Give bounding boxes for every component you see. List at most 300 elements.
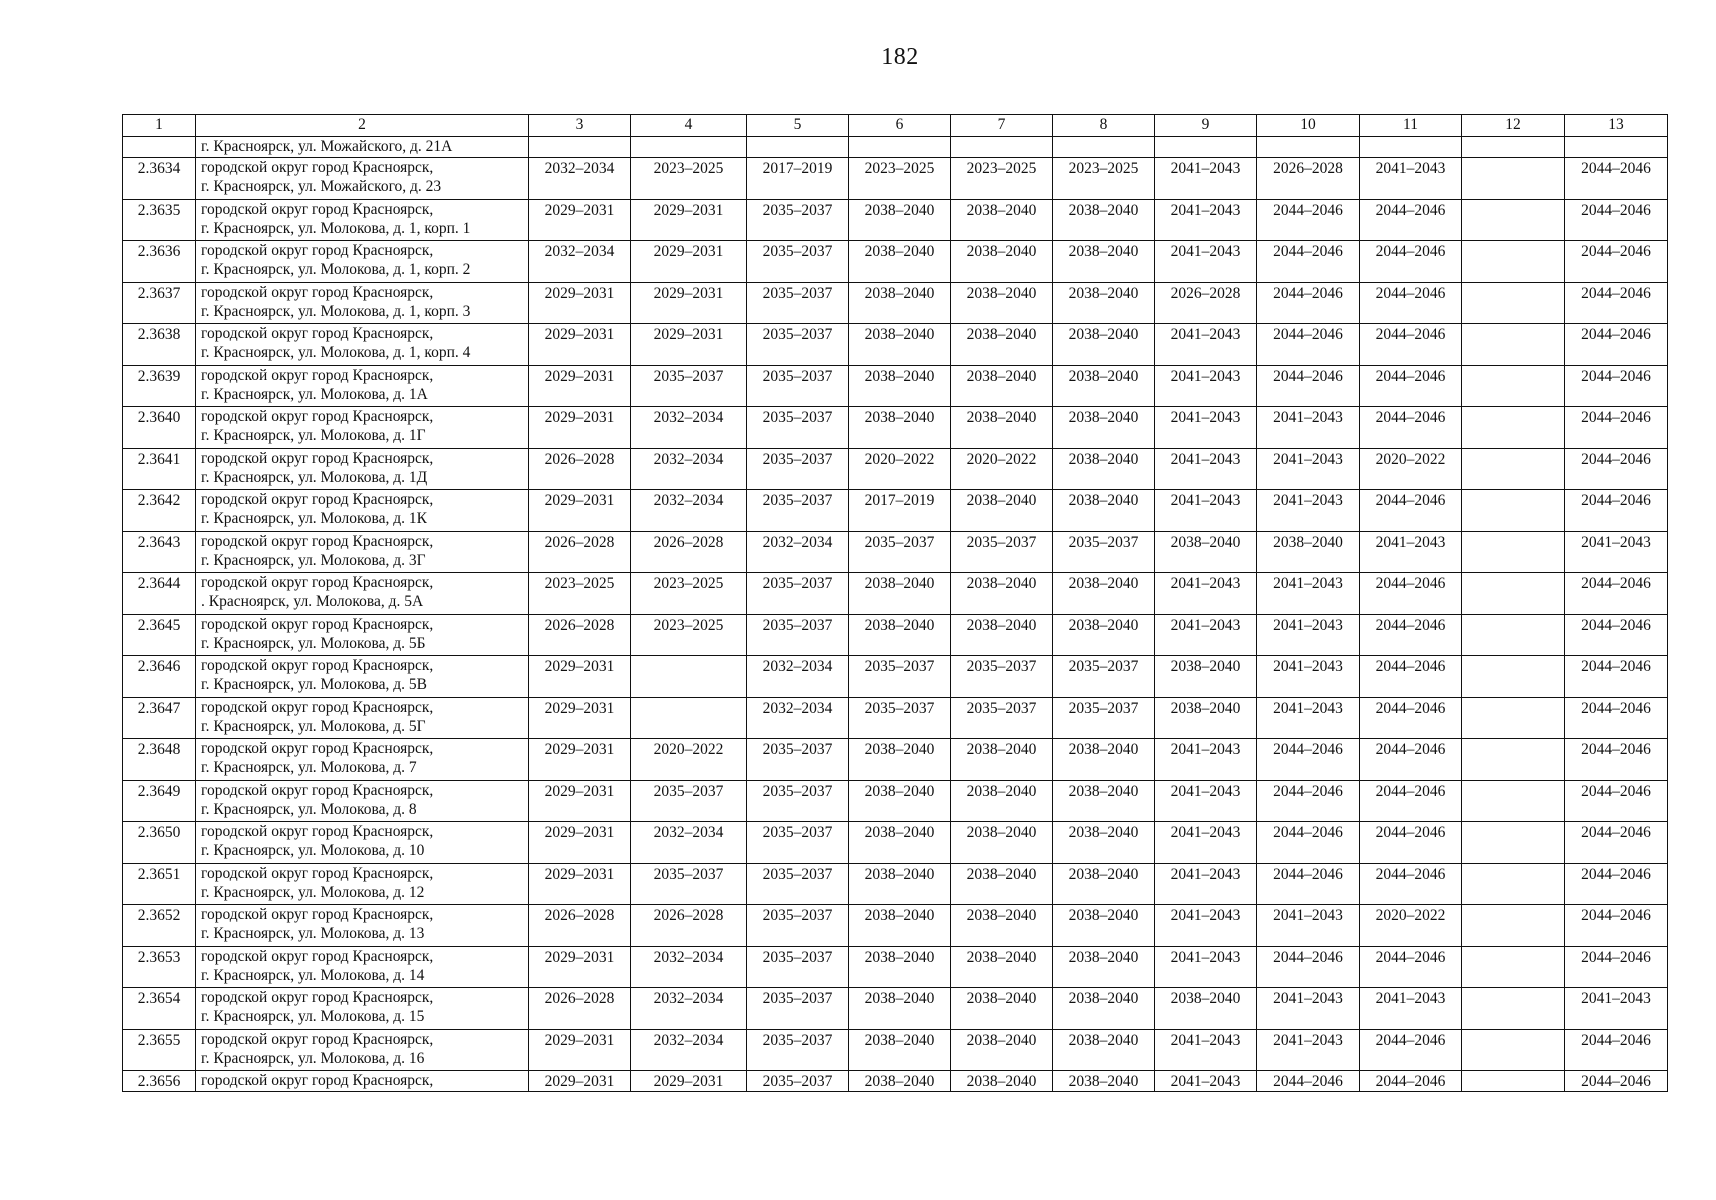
period-cell: 2029–2031 xyxy=(631,1071,747,1092)
period-cell: 2029–2031 xyxy=(529,282,631,324)
period-cell: 2029–2031 xyxy=(529,1071,631,1092)
period-cell: 2044–2046 xyxy=(1360,407,1462,449)
period-cell: 2041–2043 xyxy=(1155,573,1257,615)
period-cell: 2038–2040 xyxy=(951,739,1053,781)
period-cell: 2044–2046 xyxy=(1565,946,1668,988)
period-cell xyxy=(1462,780,1565,822)
period-cell: 2032–2034 xyxy=(631,946,747,988)
period-cell: 2020–2022 xyxy=(951,448,1053,490)
period-cell: 2044–2046 xyxy=(1360,863,1462,905)
row-number: 2.3639 xyxy=(123,365,196,407)
period-cell: 2041–2043 xyxy=(1155,822,1257,864)
period-cell: 2044–2046 xyxy=(1360,614,1462,656)
address-cell xyxy=(196,780,529,822)
table-row xyxy=(123,1071,1668,1092)
address-line-district: городской округ город Красноярск, xyxy=(201,159,434,176)
period-cell: 2038–2040 xyxy=(849,739,951,781)
period-cell: 2038–2040 xyxy=(951,365,1053,407)
address-cell xyxy=(196,656,529,698)
period-cell: 2029–2031 xyxy=(529,697,631,739)
row-number: 2.3648 xyxy=(123,739,196,781)
schedule-table xyxy=(122,114,1668,1092)
period-cell xyxy=(1462,905,1565,947)
row-number: 2.3644 xyxy=(123,573,196,615)
period-cell: 2038–2040 xyxy=(1053,1071,1155,1092)
period-cell: 2044–2046 xyxy=(1565,697,1668,739)
period-cell: 2035–2037 xyxy=(1053,697,1155,739)
period-cell xyxy=(1462,822,1565,864)
period-cell: 2035–2037 xyxy=(1053,531,1155,573)
address-line-district: городской округ город Красноярск, xyxy=(201,532,434,550)
period-cell: 2038–2040 xyxy=(1053,199,1155,241)
row-number: 2.3653 xyxy=(123,946,196,988)
period-cell: 2044–2046 xyxy=(1257,739,1360,781)
period-cell: 2041–2043 xyxy=(1257,407,1360,449)
period-cell: 2041–2043 xyxy=(1565,988,1668,1030)
period-cell xyxy=(1462,407,1565,449)
period-cell: 2023–2025 xyxy=(529,573,631,615)
address-line-district: городской округ город Красноярск, xyxy=(201,989,434,1006)
period-cell: 2044–2046 xyxy=(1565,490,1668,532)
address-line-street: г. Красноярск, ул. Молокова, д. 1, корп. 4 xyxy=(201,344,471,361)
period-cell: 2029–2031 xyxy=(631,199,747,241)
period-cell: 2044–2046 xyxy=(1360,1029,1462,1071)
period-cell: 2041–2043 xyxy=(1155,863,1257,905)
address-line-district: городской округ город Красноярск, xyxy=(201,366,434,384)
period-cell: 2038–2040 xyxy=(849,988,951,1030)
period-cell: 2038–2040 xyxy=(849,282,951,324)
period-cell: 2038–2040 xyxy=(1053,946,1155,988)
period-cell: 2038–2040 xyxy=(1053,448,1155,490)
period-cell: 2035–2037 xyxy=(747,988,849,1030)
period-cell: 2044–2046 xyxy=(1360,573,1462,615)
address-line-street: г. Красноярск, ул. Молокова, д. 1А xyxy=(201,385,428,403)
address-cell xyxy=(196,324,529,366)
row-number: 2.3646 xyxy=(123,656,196,698)
period-cell: 2044–2046 xyxy=(1360,282,1462,324)
period-cell: 2038–2040 xyxy=(1053,780,1155,822)
period-cell: 2035–2037 xyxy=(849,656,951,698)
period-cell: 2041–2043 xyxy=(1155,1029,1257,1071)
period-cell: 2038–2040 xyxy=(849,199,951,241)
period-cell: 2026–2028 xyxy=(1257,158,1360,200)
period-cell: 2026–2028 xyxy=(1155,282,1257,324)
period-cell xyxy=(1462,656,1565,698)
period-cell: 2044–2046 xyxy=(1257,780,1360,822)
value-cell xyxy=(1257,137,1360,158)
address-cell xyxy=(196,490,529,532)
period-cell: 2029–2031 xyxy=(529,1029,631,1071)
period-cell: 2041–2043 xyxy=(1360,531,1462,573)
period-cell: 2041–2043 xyxy=(1565,531,1668,573)
period-cell: 2029–2031 xyxy=(529,946,631,988)
address-cell xyxy=(196,697,529,739)
period-cell: 2038–2040 xyxy=(1053,573,1155,615)
period-cell: 2044–2046 xyxy=(1565,365,1668,407)
period-cell xyxy=(1462,946,1565,988)
table-row xyxy=(123,988,1668,1030)
period-cell: 2044–2046 xyxy=(1360,656,1462,698)
address-line-district: городской округ город Красноярск, xyxy=(201,864,434,882)
address-line-district: городской округ город Красноярск, xyxy=(201,242,434,259)
period-cell: 2023–2025 xyxy=(631,158,747,200)
period-cell: 2041–2043 xyxy=(1155,448,1257,490)
period-cell: 2026–2028 xyxy=(529,448,631,490)
period-cell: 2044–2046 xyxy=(1565,199,1668,241)
address-cell xyxy=(196,614,529,656)
period-cell: 2038–2040 xyxy=(951,822,1053,864)
address-line-street: . Красноярск, ул. Молокова, д. 5А xyxy=(201,593,424,610)
period-cell: 2038–2040 xyxy=(849,905,951,947)
period-cell: 2032–2034 xyxy=(631,490,747,532)
address-cell xyxy=(196,282,529,324)
table-row xyxy=(123,780,1668,822)
row-number: 2.3654 xyxy=(123,988,196,1030)
value-cell xyxy=(951,137,1053,158)
period-cell: 2038–2040 xyxy=(849,1029,951,1071)
period-cell: 2044–2046 xyxy=(1565,1071,1668,1092)
value-cell xyxy=(1565,137,1668,158)
period-cell: 2041–2043 xyxy=(1155,905,1257,947)
period-cell: 2041–2043 xyxy=(1360,158,1462,200)
period-cell: 2032–2034 xyxy=(529,158,631,200)
period-cell: 2038–2040 xyxy=(1053,905,1155,947)
address-line-district: городской округ город Красноярск, xyxy=(201,408,434,425)
period-cell: 2038–2040 xyxy=(849,946,951,988)
row-number: 2.3649 xyxy=(123,780,196,822)
table-row xyxy=(123,282,1668,324)
address-line-district: городской округ город Красноярск, xyxy=(201,449,434,467)
row-number: 2.3643 xyxy=(123,531,196,573)
period-cell: 2038–2040 xyxy=(849,614,951,656)
row-number: 2.3647 xyxy=(123,697,196,739)
period-cell: 2041–2043 xyxy=(1257,656,1360,698)
period-cell xyxy=(631,697,747,739)
address-line-district: городской округ город Красноярск, xyxy=(201,657,434,674)
address-cell xyxy=(196,988,529,1030)
row-number: 2.3650 xyxy=(123,822,196,864)
address-line-district: городской округ город Красноярск, xyxy=(201,325,434,342)
period-cell: 2044–2046 xyxy=(1257,822,1360,864)
period-cell: 2038–2040 xyxy=(951,863,1053,905)
address-cell xyxy=(196,739,529,781)
value-cell xyxy=(529,137,631,158)
period-cell: 2035–2037 xyxy=(631,780,747,822)
period-cell: 2044–2046 xyxy=(1565,573,1668,615)
period-cell: 2035–2037 xyxy=(747,573,849,615)
column-header-10: 10 xyxy=(1257,115,1360,137)
value-cell xyxy=(849,137,951,158)
period-cell: 2023–2025 xyxy=(951,158,1053,200)
period-cell: 2044–2046 xyxy=(1257,241,1360,283)
value-cell xyxy=(1053,137,1155,158)
period-cell: 2029–2031 xyxy=(529,407,631,449)
table-row xyxy=(123,137,1668,158)
value-cell xyxy=(1360,137,1462,158)
address-cell xyxy=(196,365,529,407)
period-cell: 2038–2040 xyxy=(1053,324,1155,366)
period-cell xyxy=(1462,739,1565,781)
period-cell: 2038–2040 xyxy=(849,241,951,283)
period-cell: 2038–2040 xyxy=(951,780,1053,822)
period-cell: 2041–2043 xyxy=(1155,780,1257,822)
column-header-7: 7 xyxy=(951,115,1053,137)
period-cell: 2017–2019 xyxy=(747,158,849,200)
row-number: 2.3655 xyxy=(123,1029,196,1071)
period-cell: 2035–2037 xyxy=(951,531,1053,573)
period-cell: 2041–2043 xyxy=(1257,448,1360,490)
period-cell: 2032–2034 xyxy=(747,656,849,698)
period-cell: 2035–2037 xyxy=(849,531,951,573)
address-line-street: г. Красноярск, ул. Молокова, д. 16 xyxy=(201,1049,425,1067)
row-number: 2.3652 xyxy=(123,905,196,947)
period-cell: 2044–2046 xyxy=(1565,1029,1668,1071)
period-cell: 2029–2031 xyxy=(529,365,631,407)
address-cell xyxy=(196,158,529,200)
period-cell: 2038–2040 xyxy=(951,241,1053,283)
address-cell xyxy=(196,573,529,615)
table-row xyxy=(123,905,1668,947)
period-cell: 2020–2022 xyxy=(631,739,747,781)
table-row xyxy=(123,158,1668,200)
period-cell: 2044–2046 xyxy=(1360,490,1462,532)
period-cell: 2038–2040 xyxy=(951,905,1053,947)
period-cell: 2023–2025 xyxy=(631,573,747,615)
row-number: 2.3645 xyxy=(123,614,196,656)
period-cell: 2044–2046 xyxy=(1257,863,1360,905)
address-line-street: г. Красноярск, ул. Молокова, д. 1Г xyxy=(201,427,426,444)
period-cell: 2038–2040 xyxy=(1053,407,1155,449)
address-line-street: г. Красноярск, ул. Молокова, д. 8 xyxy=(201,800,417,818)
address-cell xyxy=(196,531,529,573)
table-row xyxy=(123,199,1668,241)
period-cell: 2035–2037 xyxy=(747,241,849,283)
period-cell: 2041–2043 xyxy=(1257,490,1360,532)
period-cell: 2038–2040 xyxy=(849,822,951,864)
period-cell: 2041–2043 xyxy=(1257,614,1360,656)
period-cell: 2038–2040 xyxy=(1155,988,1257,1030)
period-cell: 2032–2034 xyxy=(631,1029,747,1071)
period-cell: 2044–2046 xyxy=(1257,199,1360,241)
period-cell: 2044–2046 xyxy=(1257,324,1360,366)
period-cell xyxy=(1462,324,1565,366)
period-cell: 2023–2025 xyxy=(631,614,747,656)
period-cell: 2044–2046 xyxy=(1360,697,1462,739)
column-header-1: 1 xyxy=(123,115,196,137)
table-row xyxy=(123,490,1668,532)
period-cell: 2035–2037 xyxy=(747,282,849,324)
period-cell: 2041–2043 xyxy=(1155,946,1257,988)
period-cell xyxy=(1462,697,1565,739)
period-cell: 2035–2037 xyxy=(747,863,849,905)
address-line-district: городской округ город Красноярск, xyxy=(201,698,434,716)
period-cell: 2038–2040 xyxy=(849,1071,951,1092)
row-number: 2.3640 xyxy=(123,407,196,449)
value-cell xyxy=(631,137,747,158)
column-header-9: 9 xyxy=(1155,115,1257,137)
period-cell: 2020–2022 xyxy=(1360,905,1462,947)
period-cell: 2038–2040 xyxy=(849,780,951,822)
period-cell: 2035–2037 xyxy=(747,448,849,490)
table-row xyxy=(123,946,1668,988)
period-cell: 2044–2046 xyxy=(1565,407,1668,449)
period-cell: 2038–2040 xyxy=(951,614,1053,656)
address-cell: г. Красноярск, ул. Можайского, д. 21А xyxy=(196,137,529,158)
address-cell xyxy=(196,448,529,490)
period-cell: 2038–2040 xyxy=(1053,614,1155,656)
period-cell: 2029–2031 xyxy=(529,656,631,698)
period-cell: 2041–2043 xyxy=(1155,739,1257,781)
period-cell: 2038–2040 xyxy=(849,573,951,615)
period-cell xyxy=(1462,365,1565,407)
address-cell xyxy=(196,946,529,988)
table-row xyxy=(123,1029,1668,1071)
address-cell xyxy=(196,822,529,864)
value-cell xyxy=(1462,137,1565,158)
period-cell: 2044–2046 xyxy=(1565,780,1668,822)
address-line-street: г. Красноярск, ул. Молокова, д. 1К xyxy=(201,510,427,527)
period-cell: 2017–2019 xyxy=(849,490,951,532)
period-cell: 2041–2043 xyxy=(1155,241,1257,283)
period-cell: 2041–2043 xyxy=(1155,407,1257,449)
period-cell xyxy=(1462,1071,1565,1092)
period-cell xyxy=(1462,988,1565,1030)
period-cell: 2029–2031 xyxy=(631,324,747,366)
period-cell: 2029–2031 xyxy=(529,780,631,822)
table-row xyxy=(123,614,1668,656)
row-number: 2.3634 xyxy=(123,158,196,200)
address-line-street: г. Красноярск, ул. Молокова, д. 1, корп. 1 xyxy=(201,219,471,237)
table-row xyxy=(123,448,1668,490)
value-cell xyxy=(747,137,849,158)
period-cell: 2035–2037 xyxy=(631,863,747,905)
address-line-street: г. Красноярск, ул. Молокова, д. 5В xyxy=(201,676,427,693)
period-cell: 2044–2046 xyxy=(1565,614,1668,656)
period-cell: 2041–2043 xyxy=(1155,490,1257,532)
period-cell: 2035–2037 xyxy=(747,199,849,241)
period-cell: 2032–2034 xyxy=(747,531,849,573)
period-cell: 2041–2043 xyxy=(1155,1071,1257,1092)
period-cell: 2044–2046 xyxy=(1565,863,1668,905)
period-cell: 2038–2040 xyxy=(951,988,1053,1030)
period-cell: 2023–2025 xyxy=(849,158,951,200)
period-cell: 2026–2028 xyxy=(529,988,631,1030)
period-cell: 2041–2043 xyxy=(1257,988,1360,1030)
period-cell: 2032–2034 xyxy=(631,407,747,449)
address-line-district: городской округ город Красноярск, xyxy=(201,491,434,508)
period-cell: 2035–2037 xyxy=(1053,656,1155,698)
period-cell: 2044–2046 xyxy=(1565,282,1668,324)
period-cell: 2035–2037 xyxy=(747,490,849,532)
period-cell: 2041–2043 xyxy=(1360,988,1462,1030)
period-cell: 2035–2037 xyxy=(747,614,849,656)
period-cell: 2038–2040 xyxy=(1155,656,1257,698)
address-cell xyxy=(196,199,529,241)
period-cell: 2032–2034 xyxy=(631,988,747,1030)
period-cell: 2029–2031 xyxy=(529,822,631,864)
period-cell xyxy=(1462,199,1565,241)
period-cell: 2041–2043 xyxy=(1155,199,1257,241)
address-line-district: городской округ город Красноярск, xyxy=(201,740,434,757)
period-cell: 2026–2028 xyxy=(631,531,747,573)
period-cell: 2044–2046 xyxy=(1565,739,1668,781)
period-cell: 2029–2031 xyxy=(529,739,631,781)
period-cell: 2038–2040 xyxy=(1053,241,1155,283)
column-header-4: 4 xyxy=(631,115,747,137)
period-cell: 2038–2040 xyxy=(849,407,951,449)
period-cell: 2038–2040 xyxy=(1053,1029,1155,1071)
column-header-row xyxy=(123,115,1668,137)
period-cell: 2038–2040 xyxy=(849,365,951,407)
period-cell xyxy=(1462,863,1565,905)
column-header-12: 12 xyxy=(1462,115,1565,137)
address-cell xyxy=(196,1071,529,1092)
period-cell: 2035–2037 xyxy=(747,946,849,988)
period-cell: 2044–2046 xyxy=(1565,158,1668,200)
period-cell: 2038–2040 xyxy=(951,1071,1053,1092)
period-cell xyxy=(1462,448,1565,490)
row-number: 2.3635 xyxy=(123,199,196,241)
table-row xyxy=(123,573,1668,615)
period-cell: 2041–2043 xyxy=(1257,905,1360,947)
address-line-district: городской округ город Красноярск, xyxy=(201,1030,434,1048)
period-cell: 2029–2031 xyxy=(631,282,747,324)
period-cell xyxy=(1462,614,1565,656)
address-line-district: городской округ город Красноярск, xyxy=(201,947,434,965)
period-cell: 2041–2043 xyxy=(1155,365,1257,407)
period-cell: 2044–2046 xyxy=(1565,822,1668,864)
table-row xyxy=(123,656,1668,698)
period-cell: 2044–2046 xyxy=(1257,365,1360,407)
period-cell: 2026–2028 xyxy=(529,531,631,573)
period-cell: 2041–2043 xyxy=(1155,158,1257,200)
period-cell: 2023–2025 xyxy=(1053,158,1155,200)
period-cell: 2029–2031 xyxy=(529,863,631,905)
period-cell: 2029–2031 xyxy=(529,199,631,241)
period-cell: 2044–2046 xyxy=(1360,324,1462,366)
address-line-district: городской округ город Красноярск, xyxy=(201,823,434,840)
period-cell: 2044–2046 xyxy=(1565,241,1668,283)
period-cell xyxy=(631,656,747,698)
row-number: 2.3638 xyxy=(123,324,196,366)
column-header-8: 8 xyxy=(1053,115,1155,137)
address-line-street: г. Красноярск, ул. Можайского, д. 23 xyxy=(201,178,442,195)
period-cell xyxy=(1462,1029,1565,1071)
period-cell: 2029–2031 xyxy=(631,241,747,283)
address-line-district: городской округ город Красноярск, xyxy=(201,906,434,923)
table-row xyxy=(123,822,1668,864)
address-line-street: г. Красноярск, ул. Молокова, д. 13 xyxy=(201,925,425,942)
address-line-district: городской округ город Красноярск, xyxy=(201,781,434,799)
address-line-street: г. Красноярск, ул. Молокова, д. 5Б xyxy=(201,634,426,652)
period-cell: 2032–2034 xyxy=(631,448,747,490)
period-cell: 2044–2046 xyxy=(1360,1071,1462,1092)
row-number: 2.3642 xyxy=(123,490,196,532)
period-cell: 2044–2046 xyxy=(1257,946,1360,988)
period-cell: 2038–2040 xyxy=(1053,365,1155,407)
period-cell: 2020–2022 xyxy=(849,448,951,490)
period-cell: 2026–2028 xyxy=(631,905,747,947)
column-header-6: 6 xyxy=(849,115,951,137)
table-row xyxy=(123,324,1668,366)
period-cell: 2044–2046 xyxy=(1360,739,1462,781)
period-cell: 2038–2040 xyxy=(951,1029,1053,1071)
table-row xyxy=(123,241,1668,283)
period-cell xyxy=(1462,531,1565,573)
period-cell: 2032–2034 xyxy=(747,697,849,739)
period-cell: 2035–2037 xyxy=(747,1071,849,1092)
address-line-street: г. Красноярск, ул. Молокова, д. 5Г xyxy=(201,717,426,735)
